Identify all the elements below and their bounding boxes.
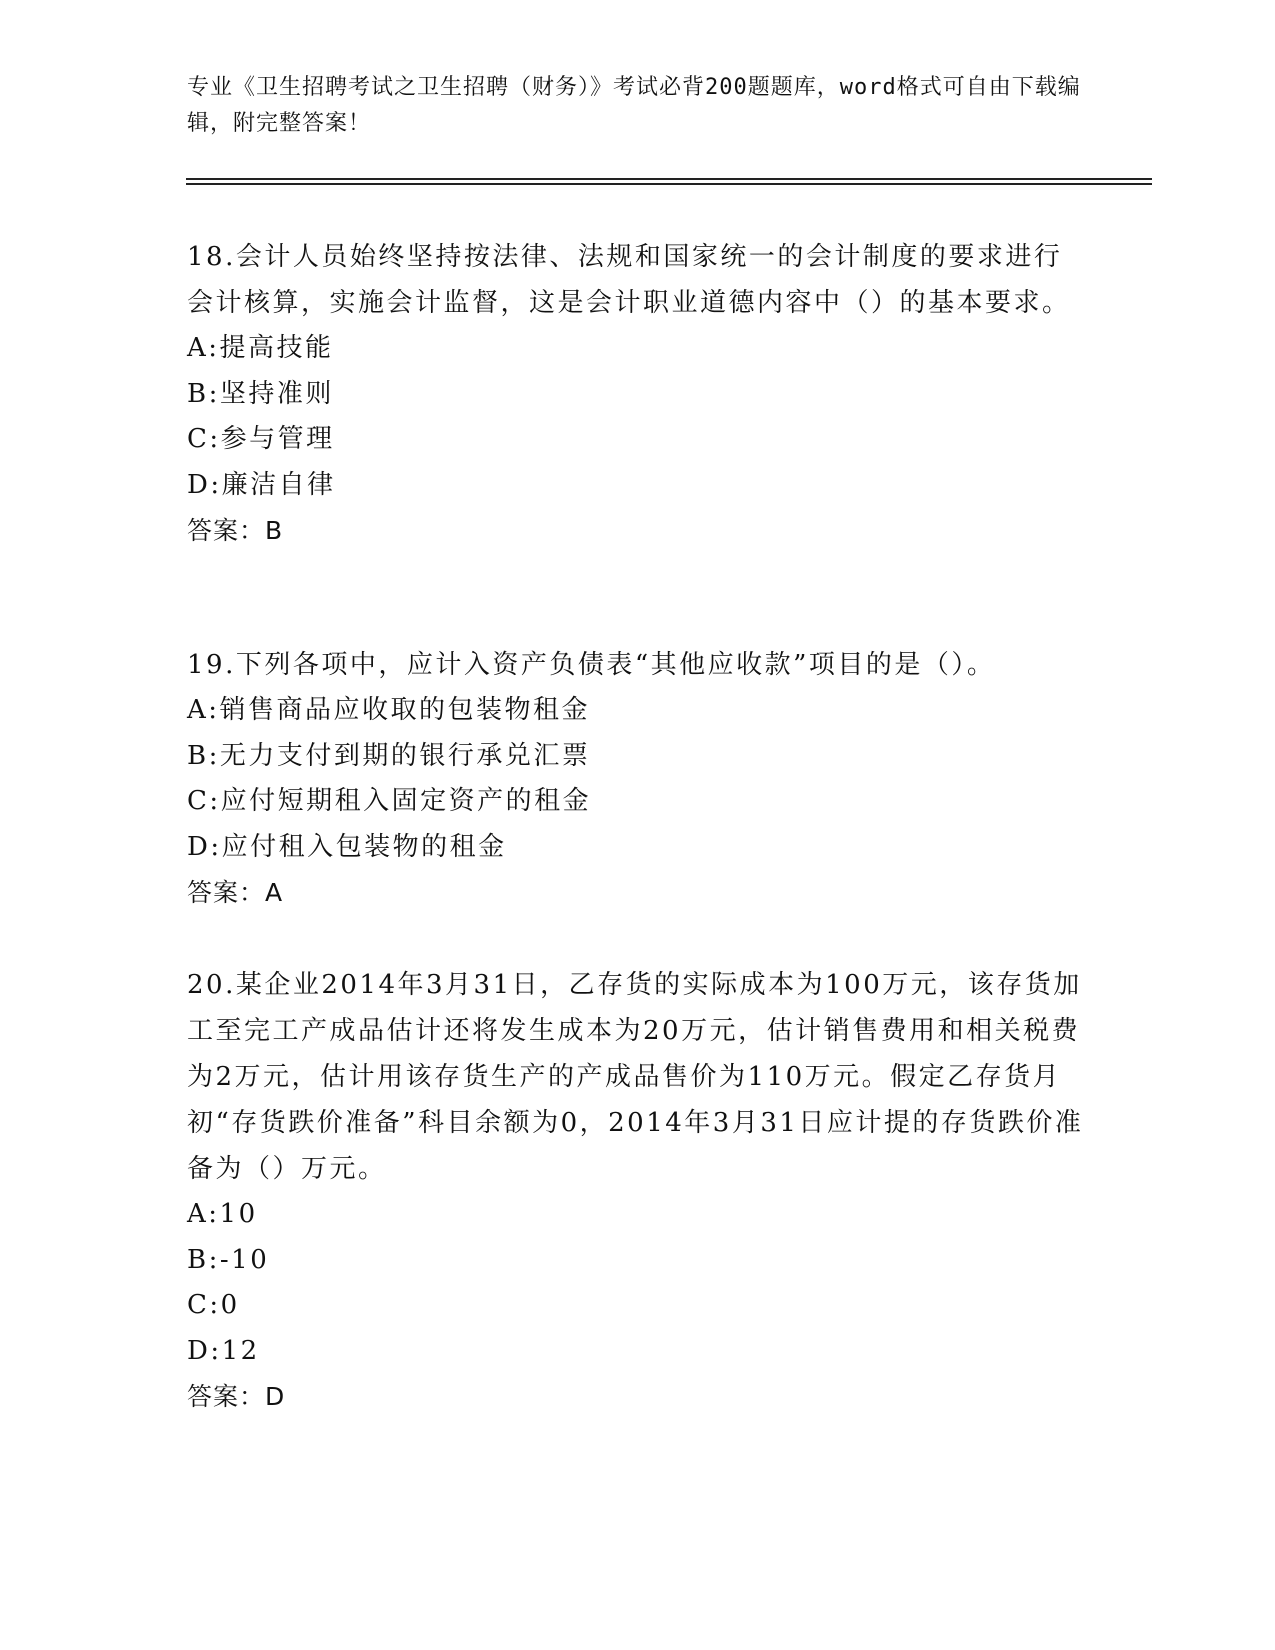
answer: 答案：B: [187, 516, 284, 545]
option-c: C:0: [187, 1290, 240, 1320]
answer: 答案：A: [187, 878, 284, 907]
question-20: [187, 962, 1087, 1420]
option-a: A:销售商品应收取的包装物租金: [187, 695, 591, 725]
question-stem: 20.某企业2014年3月31日，乙存货的实际成本为100万元，该存货加工至完工产成品估计还将发生成本为20万元，估计销售费用和相关税费为2万元，估计用该存货生产的产成品售价为110万元。假定乙存货月初“存货跌价准备”科目余额为0，2014年3月31日应计提的存货跌价准备为（）万元。: [187, 970, 1084, 1184]
document-header: 专业《卫生招聘考试之卫生招聘（财务）》考试必背200题题库，word格式可自由下载编辑，附完整答案！: [187, 75, 1081, 136]
answer: 答案：D: [187, 1382, 286, 1411]
option-b: B:无力支付到期的银行承兑汇票: [187, 740, 591, 771]
option-b: B:-10: [187, 1244, 270, 1275]
option-d: D:廉洁自律: [187, 469, 336, 500]
option-c: C:参与管理: [187, 424, 335, 454]
question-stem: 19.下列各项中，应计入资产负债表“其他应收款”项目的是（）。: [187, 650, 996, 680]
option-d: D:12: [187, 1335, 260, 1366]
option-a: A:10: [187, 1199, 258, 1229]
question-19: [187, 642, 1087, 916]
option-c: C:应付短期租入固定资产的租金: [187, 786, 592, 816]
option-b: B:坚持准则: [187, 378, 334, 409]
header-divider-top: [186, 178, 1152, 180]
option-d: D:应付租入包装物的租金: [187, 831, 507, 862]
question-18: [187, 234, 1087, 554]
header-divider-bottom: [186, 183, 1152, 185]
question-stem: 18.会计人员始终坚持按法律、法规和国家统一的会计制度的要求进行会计核算，实施会计监督，这是会计职业道德内容中（）的基本要求。: [187, 242, 1071, 318]
option-a: A:提高技能: [187, 333, 334, 363]
